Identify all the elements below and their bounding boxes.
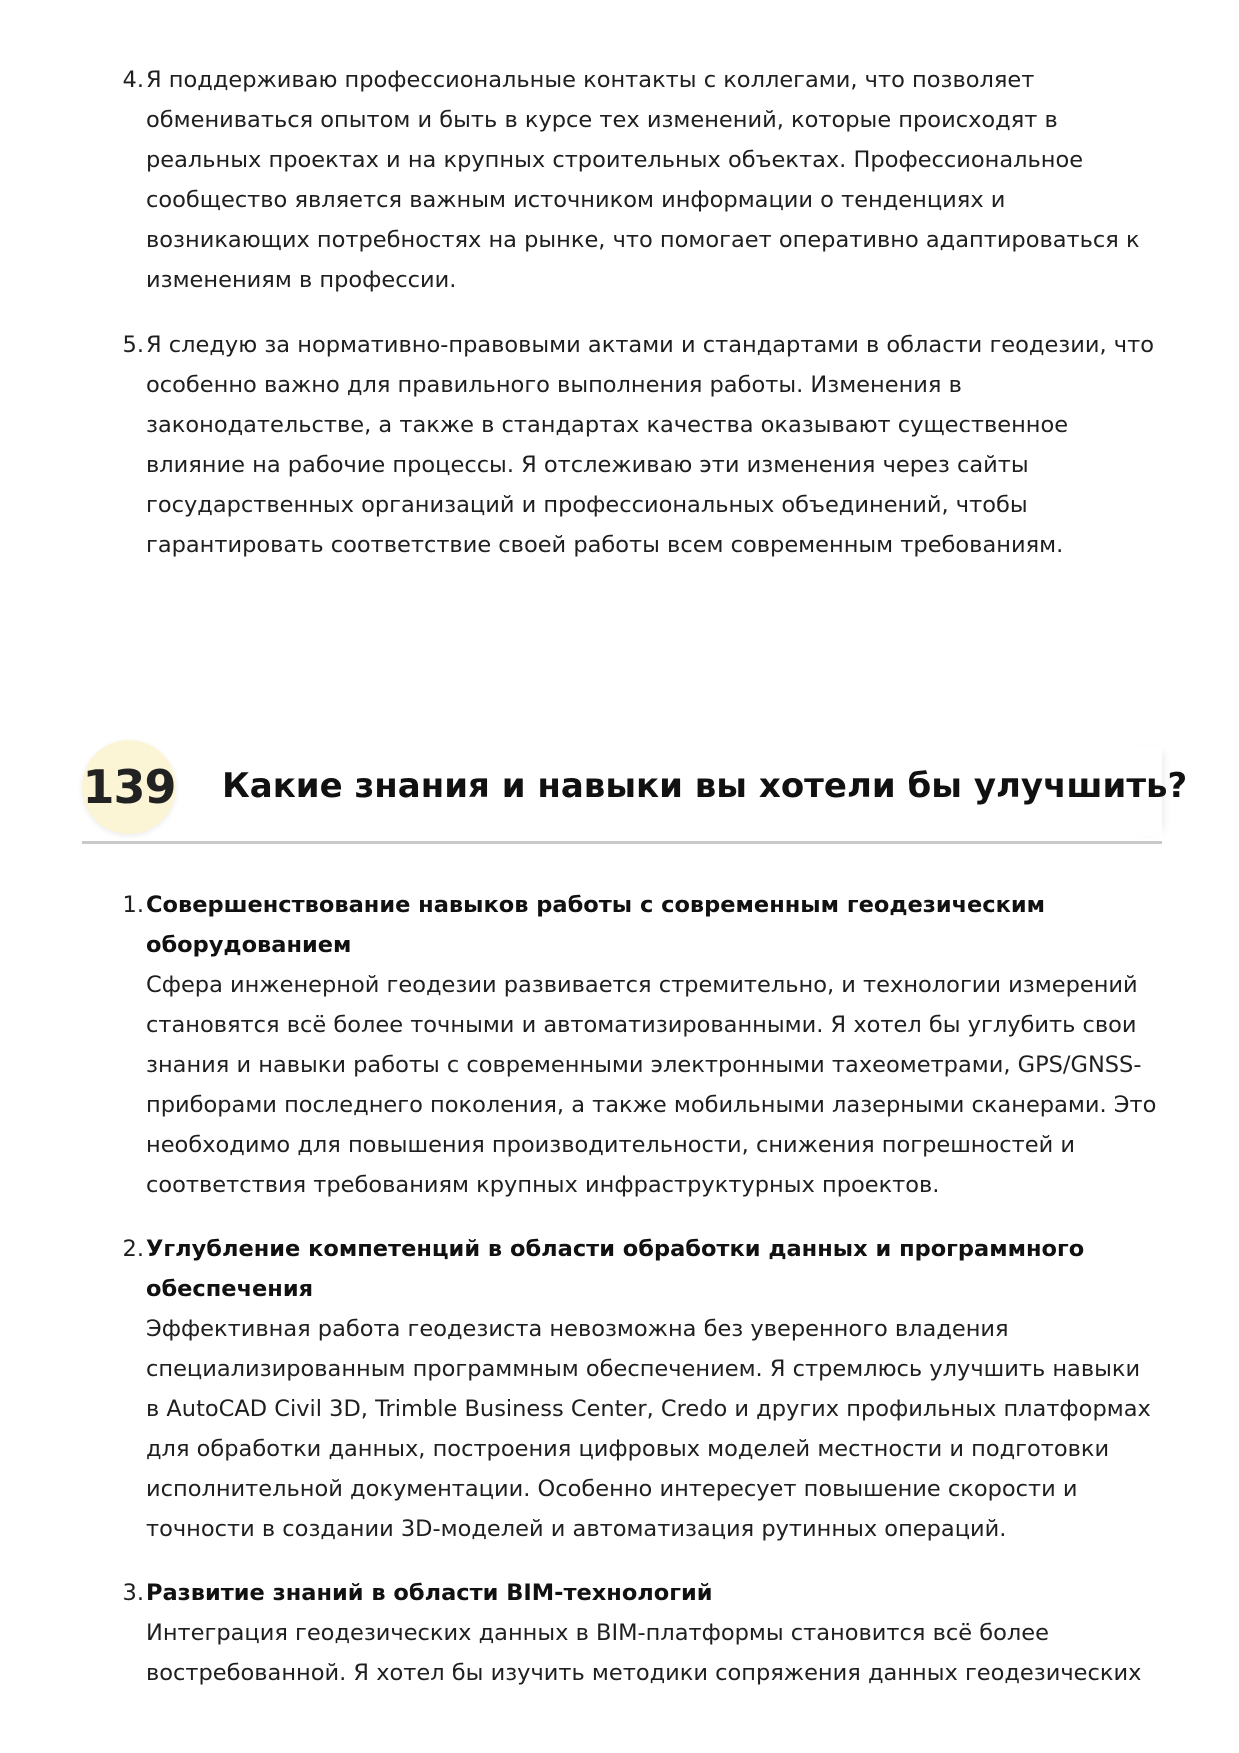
list-item bbox=[0, 1229, 1239, 1549]
list-item-text: Интеграция геодезических данных в BIM-платформы становится всё более востребованной. Я хотел бы изучить методики сопряжения данных геодезических bbox=[146, 1620, 1142, 1686]
question-number-badge: 139 bbox=[82, 740, 176, 834]
list-item-title: Углубление компетенций в области обработки данных и программного обеспечения bbox=[146, 1236, 1085, 1302]
list-item-title: Совершенствование навыков работы с современным геодезическим оборудованием bbox=[146, 892, 1046, 958]
list-item-number: 3 . bbox=[118, 1573, 144, 1613]
list-item bbox=[0, 325, 1239, 565]
list-item-number: 5 . bbox=[118, 325, 144, 365]
list-item bbox=[0, 885, 1239, 1205]
list-item-text: Сфера инженерной геодезии развивается стремительно, и технологии измерений становятся всё более точными и автоматизированными. Я хотел бы углубить свои знания и навыки работы с современными электронными тахеометрами, GPS/GNSS-приборами последнего поколения, а также мобильными лазерными сканерами. Это необходимо для повышения производительности, снижения погрешностей и соответствия требованиям крупных инфраструктурных проектов. bbox=[146, 972, 1157, 1198]
list-item-number: 4 . bbox=[118, 60, 144, 100]
list-item bbox=[0, 1573, 1239, 1693]
answer-list bbox=[0, 885, 1239, 1717]
question-title: Какие знания и навыки вы хотели бы улучшить? bbox=[222, 766, 1188, 806]
list-item-text: Я следую за нормативно-правовыми актами и стандартами в области геодезии, что особенно важно для правильного выполнения работы. Изменения в законодательстве, а также в стандартах качества оказывают существенное влияние на рабочие процессы. Я отслеживаю эти изменения через сайты государственных организаций и профессиональных объединений, чтобы гарантировать соответствие своей работы всем современным требованиям. bbox=[146, 332, 1154, 558]
list-item-title: Развитие знаний в области BIM-технологий bbox=[146, 1580, 713, 1606]
question-header bbox=[82, 740, 1188, 844]
intro-list bbox=[0, 60, 1239, 565]
list-item bbox=[0, 60, 1239, 300]
list-item-number: 2 . bbox=[118, 1229, 144, 1269]
list-item-text: Я поддерживаю профессиональные контакты с коллегами, что позволяет обмениваться опытом и быть в курсе тех изменений, которые происходят в реальных проектах и на крупных строительных объектах. Профессиональное сообщество является важным источником информации о тенденциях и возникающих потребностях на рынке, что помогает оперативно адаптироваться к изменениям в профессии. bbox=[146, 67, 1140, 293]
list-item-text: Эффективная работа геодезиста невозможна без уверенного владения специализированным программным обеспечением. Я стремлюсь улучшить навыки в AutoCAD Civil 3D, Trimble Business Center, Credo и других профильных платформах для обработки данных, построения цифровых моделей местности и подготовки исполнительной документации. Особенно интересует повышение скорости и точности в создании 3D-моделей и автоматизация рутинных операций. bbox=[146, 1316, 1151, 1542]
list-item-number: 1 . bbox=[118, 885, 144, 925]
